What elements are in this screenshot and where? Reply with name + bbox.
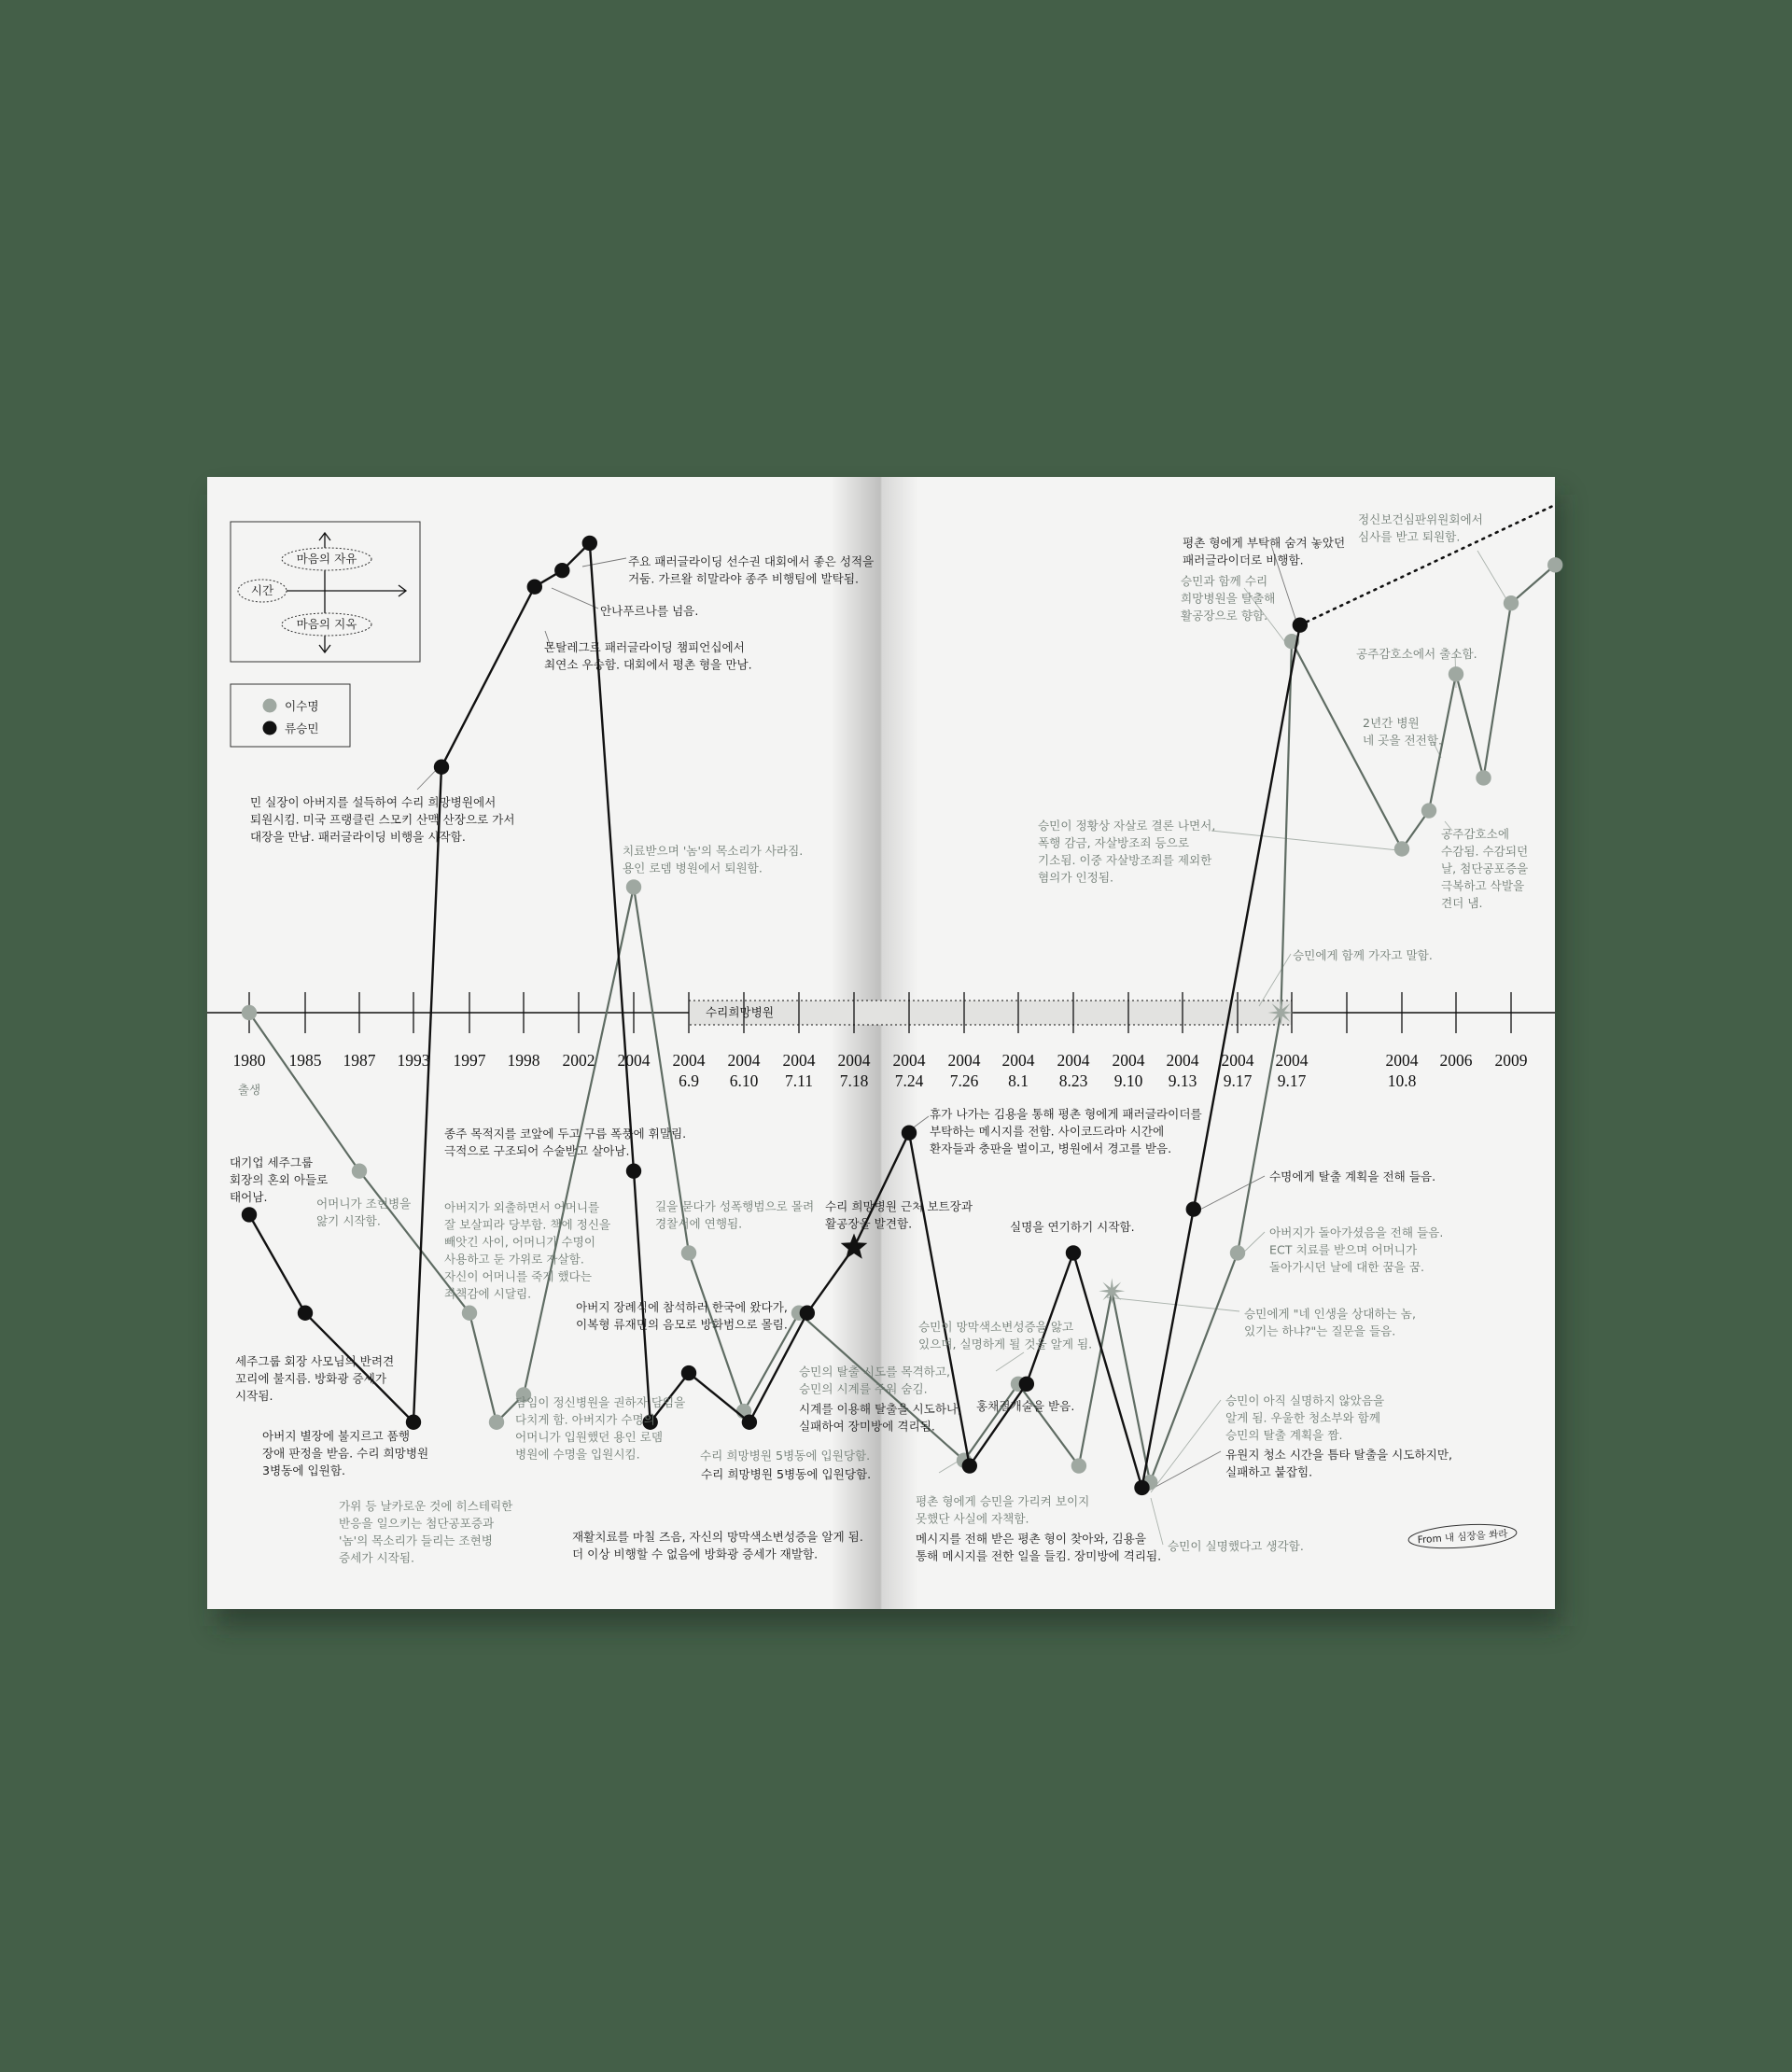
x-tick-label: 1993 [397,1051,430,1070]
x-tick-sublabel: 9.10 [1113,1071,1143,1090]
x-tick-label: 2004 [617,1051,651,1070]
x-tick-sublabel: 9.17 [1277,1071,1307,1090]
annotation-ryu-seungmin: 몬탈레그르 패러글라이딩 챔피언십에서 최연소 우승함. 대회에서 평촌 형을 만남. [544,640,752,672]
x-tick-sublabel: 7.26 [949,1071,979,1090]
data-point-lee-sumyeong [1547,557,1562,572]
annotation-ryu-seungmin: 세주그룹 회장 사모님의 반려견 꼬리에 불지름. 방화광 증세가 시작됨. [235,1354,395,1403]
x-tick-label: 2004 [1166,1051,1199,1070]
x-tick-sublabel: 6.10 [729,1071,759,1090]
data-point-ryu-seungmin [434,760,449,775]
annotation-lee-sumyeong: 정신보건심판위원회에서 심사를 받고 퇴원함. [1358,512,1483,544]
annotation-ryu-seungmin: 재활치료를 마칠 즈음, 자신의 망막색소변성증을 알게 됨. 더 이상 비행할 수 없음에 방화광 증세가 재발함. [572,1530,863,1561]
annotation-lee-sumyeong: 공주감호소에서 출소함. [1356,647,1477,661]
annotation-ryu-seungmin: 민 실장이 아버지를 설득하여 수리 희망병원에서 퇴원시킴. 미국 프랭클린 스모키 산맥 산장으로 가서 대장을 만남. 패러글라이딩 비행을 시작함. [250,795,515,844]
star-marker-lee-sumyeong [1267,1000,1294,1026]
data-point-ryu-seungmin [242,1207,257,1222]
annotation-ryu-seungmin: 평촌 형에게 부탁해 숨겨 놓았던 패러글라이더로 비행함. [1183,536,1346,567]
annotation-ryu-seungmin: 주요 패러글라이딩 선수권 대회에서 좋은 성적을 거둠. 가르왈 히말라야 종주 비행팀에 발탁됨. [628,554,875,586]
data-point-lee-sumyeong [1421,803,1436,818]
annotation-lee-sumyeong: 승민과 함께 수리 희망병원을 탈출해 활공장으로 향함. [1181,574,1276,623]
legend-label-ryu-seungmin: 류승민 [285,721,319,735]
annotation-ryu-seungmin: 안나푸르나를 넘음. [600,604,699,618]
axis-key-down-label: 마음의 지옥 [296,617,357,631]
x-tick-label: 1980 [232,1051,266,1070]
annotation-ryu-seungmin: 수리 희망병원 5병동에 입원당함. [701,1467,872,1481]
x-tick-label: 2004 [672,1051,706,1070]
source-credit-text: From 내 심장을 쏴라 [1417,1528,1508,1547]
annotation-ryu-seungmin: 실명을 연기하기 시작함. [1010,1220,1135,1234]
data-point-lee-sumyeong [242,1005,257,1020]
data-point-ryu-seungmin [554,563,569,578]
annotation-lee-sumyeong: 어머니가 조현병을 앓기 시작함. [316,1197,412,1228]
annotation-ryu-seungmin: 수명에게 탈출 계획을 전해 들음. [1269,1169,1436,1183]
annotation-ryu-seungmin: 휴가 나가는 김용을 통해 평촌 형에게 패러글라이더를 부탁하는 메시지를 전함. 사이코드라마 시간에 환자들과 충판을 벌이고, 병원에서 경고를 받음. [930,1107,1202,1155]
annotation-lee-sumyeong: 아버지가 돌아가셨음을 전해 들음. ECT 치료를 받으며 어머니가 돌아가시던 날에 대한 꿈을 꿈. [1269,1225,1444,1274]
annotation-lee-sumyeong: 공주감호소에 수감됨. 수감되던 날, 첨단공포증을 극복하고 삭발을 견더 냄. [1441,827,1529,910]
data-point-ryu-seungmin [582,536,597,551]
legend-dot-ryu-seungmin [263,721,277,735]
annotation-ryu-seungmin: 아버지 장례식에 참석하러 한국에 왔다가, 이복형 류재민의 음모로 방화범으로 몰림. [576,1300,788,1332]
x-tick-sublabel: 7.11 [785,1071,813,1090]
data-point-lee-sumyeong [681,1245,696,1260]
annotation-ryu-seungmin: 아버지 별장에 불지르고 품행 장애 판정을 받음. 수리 희망병원 3병동에 입원함. [262,1429,429,1477]
x-tick-label: 2004 [1001,1051,1035,1070]
data-point-ryu-seungmin [1019,1377,1034,1392]
x-tick-label: 1997 [453,1051,486,1070]
annotation-lee-sumyeong: 치료받으며 '놈'의 목소리가 사라짐. 용인 로뎀 병원에서 퇴원함. [623,844,804,875]
x-tick-label: 2004 [892,1051,926,1070]
annotation-lee-sumyeong: 승민에게 함께 가자고 말함. [1293,948,1433,962]
annotation-ryu-seungmin: 종주 목적지를 코앞에 두고 구름 폭풍에 휘말림. 극적으로 구조되어 수술받고 살아남. [444,1127,687,1158]
annotation-lee-sumyeong: 평촌 형에게 승민을 가리켜 보이지 못했단 사실에 자책함. [916,1494,1090,1526]
x-tick-sublabel: 9.13 [1168,1071,1197,1090]
x-tick-label: 2004 [782,1051,816,1070]
x-tick-label: 2004 [947,1051,981,1070]
data-point-lee-sumyeong [626,879,641,894]
annotation-ryu-seungmin: 대기업 세주그룹 회장의 혼외 아들로 태어남. [230,1155,329,1204]
data-point-lee-sumyeong [352,1163,367,1178]
data-point-lee-sumyeong [489,1415,504,1430]
data-point-ryu-seungmin [527,580,542,595]
axis-key-time-label: 시간 [250,583,274,597]
data-point-ryu-seungmin [962,1458,977,1473]
x-tick-sublabel: 9.17 [1223,1071,1253,1090]
x-tick-label: 1998 [507,1051,540,1070]
x-tick-sublabel: 6.9 [679,1071,699,1090]
x-tick-sublabel: 7.24 [894,1071,924,1090]
annotation-ryu-seungmin: 수리 희망병원 근처 보트장과 활공장을 발견함. [825,1199,973,1231]
annotation-lee-sumyeong: 가위 등 날카로운 것에 히스테릭한 반응을 일으키는 첨단공포증과 '놈'의 목소리가 들리는 조현병 증세가 시작됨. [339,1499,513,1565]
data-point-lee-sumyeong [1230,1245,1245,1260]
data-point-ryu-seungmin [406,1415,421,1430]
data-point-lee-sumyeong [462,1306,477,1321]
gutter-shadow-right [881,477,918,1609]
annotation-ryu-seungmin: 유원지 청소 시간을 틈타 탈출을 시도하지만, 실패하고 붙잡힘. [1225,1448,1452,1479]
data-point-lee-sumyeong [1071,1458,1086,1473]
birth-label: 출생 [237,1083,261,1097]
annotation-lee-sumyeong: 수리 희망병원 5병동에 입원당함. [700,1449,871,1463]
x-tick-label: 2004 [1275,1051,1309,1070]
data-point-ryu-seungmin [626,1163,641,1178]
data-point-ryu-seungmin [1186,1201,1201,1216]
annotation-lee-sumyeong: 승민이 정황상 자살로 결론 나면서, 폭행 감금, 자살방조죄 등으로 기소됨. 이중 자살방조죄를 제외한 혐의가 인정됨. [1038,819,1216,885]
x-tick-label: 2009 [1494,1051,1528,1070]
x-tick-sublabel: 7.18 [839,1071,869,1090]
annotation-lee-sumyeong: 길을 묻다가 성폭행범으로 몰려 경찰서에 연행됨. [655,1199,815,1231]
data-point-lee-sumyeong [1394,841,1409,856]
axis-key-up-label: 마음의 자유 [296,552,357,566]
data-point-ryu-seungmin [800,1306,815,1321]
x-tick-label: 2004 [837,1051,871,1070]
x-tick-sublabel: 10.8 [1387,1071,1417,1090]
annotation-lee-sumyeong: 2년간 병원 네 곳을 전전함. [1363,716,1443,748]
x-tick-label: 2004 [1112,1051,1145,1070]
x-tick-label: 2004 [1057,1051,1090,1070]
annotation-ryu-seungmin: 메시지를 전해 받은 평촌 형이 찾아와, 김용을 통해 메시지를 전한 일을 들킴. 장미방에 격리됨. [916,1532,1162,1563]
x-tick-sublabel: 8.23 [1058,1071,1088,1090]
x-tick-label: 2004 [727,1051,761,1070]
gutter-shadow-left [831,477,881,1609]
x-tick-label: 2002 [562,1051,595,1070]
annotation-lee-sumyeong: 승민이 아직 실명하지 않았음을 알게 됨. 우울한 청소부와 함께 승민의 탈출 계획을 짬. [1225,1393,1385,1442]
data-point-ryu-seungmin [298,1306,313,1321]
data-point-ryu-seungmin [742,1415,757,1430]
legend-label-lee-sumyeong: 이수명 [285,699,319,713]
x-tick-label: 2004 [1385,1051,1419,1070]
data-point-ryu-seungmin [1066,1245,1081,1260]
x-tick-label: 1987 [343,1051,376,1070]
annotation-lee-sumyeong: 아버지가 외출하면서 어머니를 잘 보살피라 당부함. 책에 정신을 빼앗긴 사이, 어머니가 수명이 사용하고 둔 가위로 자살함. 자신이 어머니를 죽게 했다는 죄책감에 시달림. [444,1200,611,1301]
annotation-lee-sumyeong: 승민에게 "네 인생을 상대하는 놈, 있기는 하냐?"는 질문을 들음. [1244,1307,1416,1338]
data-point-ryu-seungmin [1134,1480,1149,1495]
hospital-stay-bar [689,1001,1292,1025]
x-tick-sublabel: 8.1 [1008,1071,1029,1090]
x-tick-label: 2004 [1221,1051,1254,1070]
data-point-ryu-seungmin [681,1365,696,1380]
annotation-lee-sumyeong: 승민이 망막색소변성증을 앓고 있으며, 실명하게 될 것을 알게 됨. [918,1320,1093,1351]
annotation-lee-sumyeong: 승민이 실명했다고 생각함. [1168,1539,1304,1553]
annotation-ryu-seungmin: 홍채절개술을 받음. [976,1399,1075,1413]
x-tick-label: 2006 [1439,1051,1473,1070]
annotation-ryu-seungmin: 시계를 이용해 탈출을 시도하나, 실패하여 장미방에 격리됨. [799,1402,962,1434]
x-tick-label: 1985 [288,1051,322,1070]
data-point-ryu-seungmin [902,1126,917,1141]
data-point-lee-sumyeong [1449,666,1463,681]
data-point-lee-sumyeong [1476,770,1491,785]
annotation-lee-sumyeong: 담임이 정신병원을 권하자 담임을 다치게 함. 아버지가 수명의 어머니가 입원했던 용인 로뎀 병원에 수명을 입원시킴. [515,1395,686,1462]
annotation-lee-sumyeong: 승민의 탈출 시도를 목격하고, 승민의 시계를 주워 숨김. [799,1365,950,1396]
legend-dot-lee-sumyeong [263,699,277,713]
hospital-stay-label: 수리희망병원 [706,1005,774,1019]
data-point-lee-sumyeong [1504,595,1519,610]
